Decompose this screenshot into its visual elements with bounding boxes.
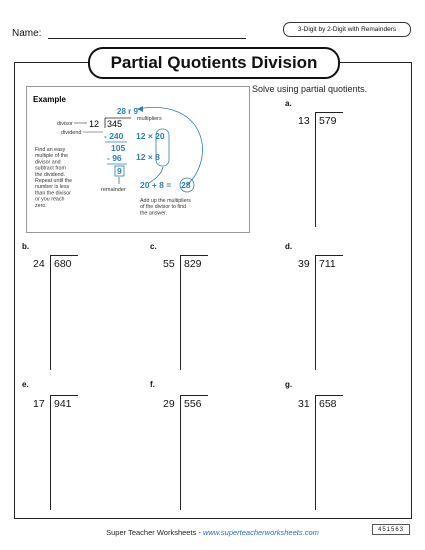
left-note-line: Repeat until the xyxy=(35,178,73,184)
example-left-note xyxy=(35,147,72,209)
problem-label: b. xyxy=(22,242,30,251)
worksheet-code: 451563 xyxy=(372,524,410,535)
example-mult2: 12 × 8 xyxy=(136,152,160,162)
example-diagram xyxy=(27,87,249,232)
division-problem xyxy=(298,112,358,130)
problem-divisor: 29 xyxy=(163,398,175,410)
instructions: Solve using partial quotients. xyxy=(252,84,368,94)
page-title: Partial Quotients Division xyxy=(88,47,340,79)
left-note-line: subtract from xyxy=(35,165,66,172)
example-rem1: 105 xyxy=(111,143,126,153)
example-right-note xyxy=(140,198,191,216)
example-sum: 20 + 8 = xyxy=(140,180,172,190)
footer-url[interactable]: www.superteacherworksheets.com xyxy=(202,528,319,537)
example-quotient: 28 r 9 xyxy=(117,107,138,116)
division-problem xyxy=(298,255,358,273)
left-note-line: divisor and xyxy=(35,159,61,166)
work-line xyxy=(50,410,51,510)
example-sub1: - 240 xyxy=(104,131,124,141)
name-label: Name: xyxy=(12,28,42,39)
example-mult1: 12 × 20 xyxy=(136,131,165,141)
work-line xyxy=(315,270,316,370)
division-problem xyxy=(33,395,93,413)
work-line xyxy=(180,270,181,370)
footer-brand: Super Teacher Worksheets - xyxy=(106,528,203,537)
problem-dividend: 556 xyxy=(184,398,202,410)
left-note-line: number is less xyxy=(35,184,70,191)
example-sum-result: 28 xyxy=(181,180,191,190)
problem-label: g. xyxy=(285,380,293,389)
right-note-line: Add up the multipliers xyxy=(140,198,191,204)
example-heading: Example xyxy=(33,95,66,104)
problem-dividend: 579 xyxy=(319,115,337,127)
left-note-line: than the divisor xyxy=(35,190,71,197)
footer xyxy=(0,528,425,537)
work-line xyxy=(50,270,51,370)
left-note-line: zero. xyxy=(35,202,47,209)
problem-label: f. xyxy=(150,380,155,389)
right-note-line: of the divisor to find xyxy=(140,204,186,211)
name-line xyxy=(48,38,246,39)
problem-divisor: 31 xyxy=(298,398,310,410)
problem-label: e. xyxy=(22,380,29,389)
left-note-line: or you reach xyxy=(35,196,65,203)
work-line xyxy=(180,410,181,510)
problem-divisor: 24 xyxy=(33,258,45,270)
right-note-line: the answer. xyxy=(140,210,168,217)
problem-label: d. xyxy=(285,242,293,251)
level-tag: 3-Digit by 2-Digit with Remainders xyxy=(283,22,411,37)
example-divisor: 12 xyxy=(89,119,100,129)
left-note-line: multiple of the xyxy=(35,153,68,160)
problem-divisor: 17 xyxy=(33,398,45,410)
problem-dividend: 658 xyxy=(319,398,337,410)
problem-divisor: 39 xyxy=(298,258,310,270)
problem-dividend: 941 xyxy=(54,398,72,410)
divisor-label: divisor xyxy=(57,121,73,127)
division-problem xyxy=(163,395,223,413)
problem-divisor: 13 xyxy=(298,115,310,127)
dividend-label: dividend xyxy=(61,130,82,136)
division-problem xyxy=(163,255,223,273)
left-note-line: Find an easy xyxy=(35,147,66,153)
problem-label: a. xyxy=(285,99,292,108)
problem-dividend: 829 xyxy=(184,258,202,270)
remainder-label: remainder xyxy=(101,187,126,193)
division-problem xyxy=(298,395,358,413)
problem-dividend: 680 xyxy=(54,258,72,270)
example-box xyxy=(26,86,250,233)
division-problem xyxy=(33,255,93,273)
problem-dividend: 711 xyxy=(319,258,336,270)
work-line xyxy=(315,410,316,510)
left-note-line: the dividend. xyxy=(35,171,66,178)
multipliers-label: multipliers xyxy=(137,116,162,122)
example-sub2: - 96 xyxy=(107,153,122,163)
problem-label: c. xyxy=(150,242,157,251)
problem-divisor: 55 xyxy=(163,258,175,270)
example-remainder: 9 xyxy=(117,166,122,176)
work-line xyxy=(315,127,316,227)
example-dividend: 345 xyxy=(107,119,123,129)
